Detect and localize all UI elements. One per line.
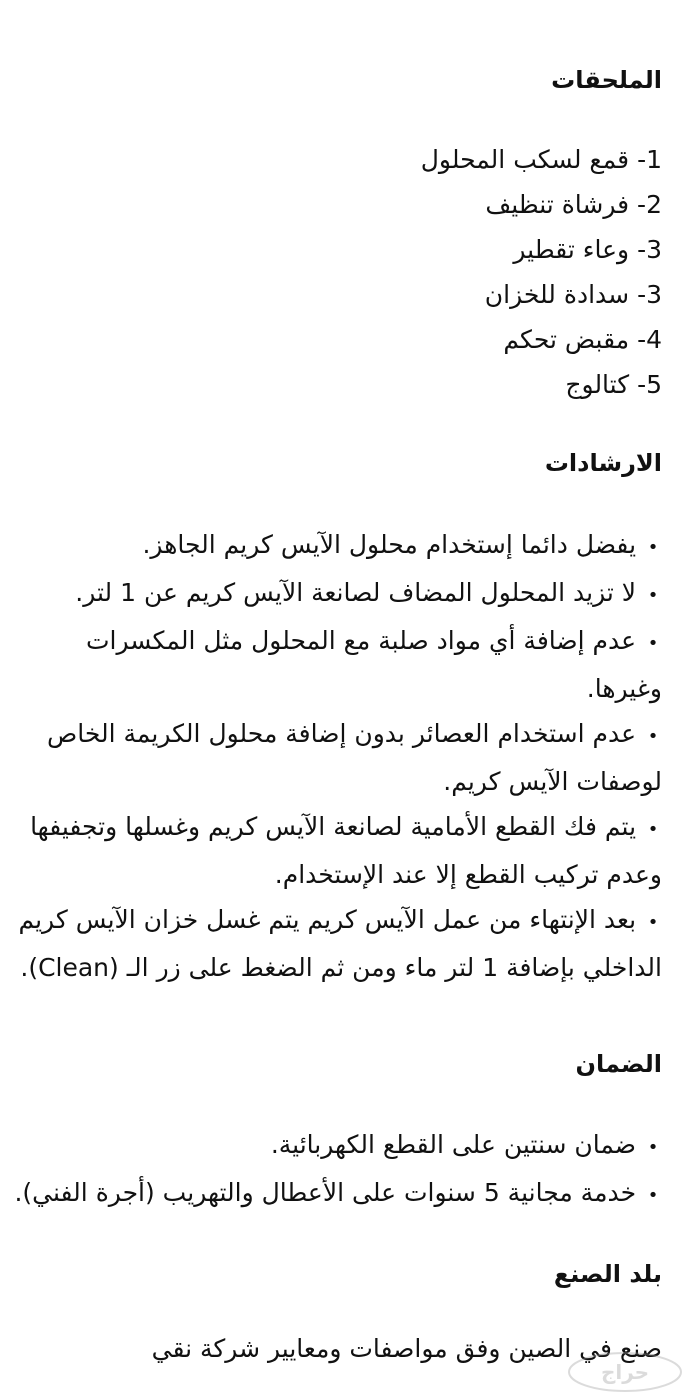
warranty-item — [4, 1170, 662, 1218]
instruction-text: لا تزيد المحلول المضاف لصانعة الآيس كريم عن 1 لتر. — [75, 578, 637, 607]
instruction-text: عدم استخدام العصائر بدون إضافة محلول الكريمة الخاص لوصفات الآيس كريم. — [47, 719, 662, 796]
warranty-item — [4, 1122, 662, 1170]
attachments-item: 2- فرشاة تنظيف — [485, 190, 662, 219]
bullet-icon: • — [647, 1137, 659, 1158]
bullet-icon: • — [647, 819, 659, 840]
origin-title: بلد الصنع — [553, 1260, 662, 1288]
warranty-text: ضمان سنتين على القطع الكهربائية. — [270, 1130, 637, 1159]
bullet-icon: • — [647, 726, 659, 747]
instruction-item — [8, 804, 662, 897]
warranty-list — [4, 1122, 662, 1218]
instruction-text: يفضل دائما إستخدام محلول الآيس كريم الجاهز. — [142, 530, 637, 559]
bullet-icon: • — [647, 633, 659, 654]
instruction-text: يتم فك القطع الأمامية لصانعة الآيس كريم وغسلها وتجفيفها وعدم تركيب القطع إلا عند الإستخدام. — [30, 812, 662, 889]
attachments-item: 3- سدادة للخزان — [484, 280, 662, 309]
svg-text:حراج: حراج — [600, 1360, 650, 1384]
instructions-list — [8, 522, 662, 990]
bullet-icon: • — [647, 537, 659, 558]
instruction-item — [8, 570, 662, 618]
attachments-title: الملحقات — [551, 66, 662, 94]
instruction-item — [8, 522, 662, 570]
attachments-item: 3- وعاء تقطير — [513, 235, 662, 264]
attachments-list — [421, 137, 662, 407]
bullet-icon: • — [647, 1185, 659, 1206]
bullet-icon: • — [647, 585, 659, 606]
attachments-item: 4- مقبض تحكم — [503, 325, 662, 354]
bullet-icon: • — [647, 912, 659, 933]
attachments-item: 1- قمع لسكب المحلول — [420, 145, 662, 174]
instruction-item — [8, 711, 662, 804]
warranty-text: خدمة مجانية 5 سنوات على الأعطال والتهريب (أجرة الفني). — [14, 1178, 637, 1207]
watermark-logo — [565, 1350, 685, 1394]
instruction-text: بعد الإنتهاء من عمل الآيس كريم يتم غسل خزان الآيس كريم الداخلي بإضافة 1 لتر ماء ومن ثم الضغط على زر الـ (Clean). — [18, 905, 662, 982]
instructions-title: الارشادات — [544, 449, 662, 477]
origin-text: صنع في الصين وفق مواصفات ومعايير شركة نقي — [151, 1334, 662, 1363]
instruction-text: عدم إضافة أي مواد صلبة مع المحلول مثل المكسرات وغيرها. — [85, 626, 662, 703]
warranty-title: الضمان — [575, 1050, 662, 1078]
attachments-item: 5- كتالوج — [565, 370, 662, 399]
instruction-item — [8, 618, 662, 711]
instruction-item — [8, 897, 662, 990]
